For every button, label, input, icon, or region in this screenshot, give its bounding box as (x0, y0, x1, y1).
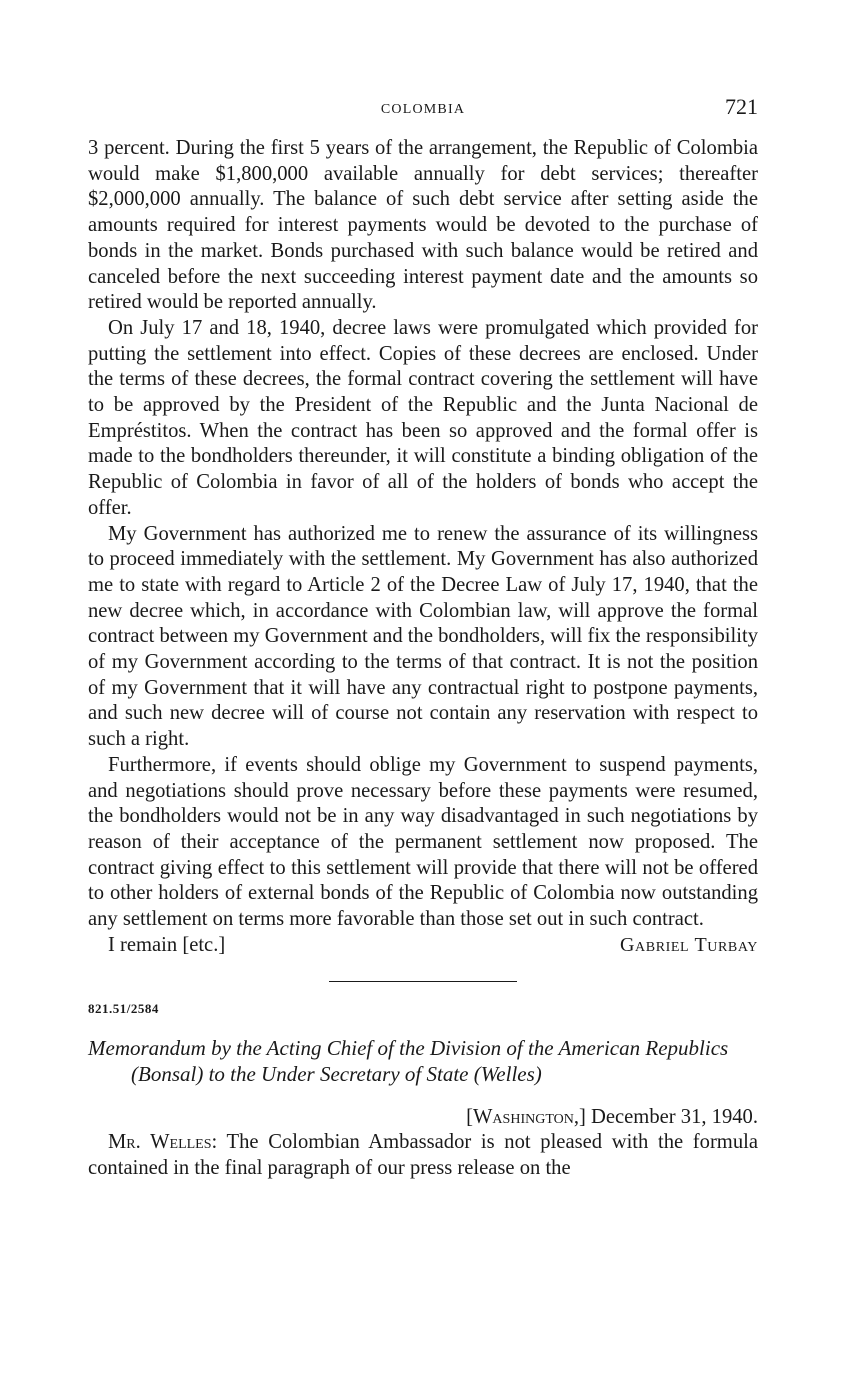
memo-title: Memorandum by the Acting Chief of the Division of the American Republics (Bonsal) to the Under Secretary of State (Welles) (88, 1035, 729, 1086)
letter-paragraph-1: 3 percent. During the first 5 years of the arrangement, the Republic of Colombia would make $1,800,000 available annually for debt services; thereafter $2,000,000 annually. The balance of such debt service after setting aside the amounts required for interest payments would be devoted to the purchase of bonds in the market. Bonds purchased with such balance would be retired and canceled before the next succeeding interest payment date and the amounts so retired would be reported annually. (88, 137, 758, 314)
running-title: COLOMBIA (380, 102, 466, 117)
letter-body (88, 136, 758, 933)
running-header (88, 96, 758, 126)
section-divider (329, 981, 517, 982)
letter-paragraph-2: On July 17 and 18, 1940, decree laws were promulgated which provided for putting the settlement into effect. Copies of these decrees are enclosed. Under the terms of these decrees, the formal contract covering the settlement will have to be approved by the President of the Republic and the Junta Nacional de Empréstitos. When the contract has been so approved and the formal offer is made to the bondholders thereunder, it will constitute a binding obligation of the Republic of Colombia in favor of all of the holders of bonds who accept the offer. (88, 316, 758, 519)
memo-salutation: Mr. Welles: (108, 1131, 218, 1154)
dateline-place: [Washington,] (466, 1105, 586, 1128)
letter-paragraph-3: My Government has authorized me to renew the assurance of its willingness to proceed immediately with the settlement. My Government has also authorized me to state with regard to Article 2 of the Decree Law of July 17, 1940, that the new decree which, in accordance with Colombian law, will approve the formal contract between my Government and the bondholders, will fix the responsibility of my Government according to the terms of that contract. It is not the position of my Government that it will have any contractual right to postpone payments, and such new decree will of course not contain any reservation with respect to such a right. (88, 522, 758, 751)
signature: Gabriel Turbay (620, 933, 758, 956)
page-number: 721 (725, 94, 758, 119)
document-page (88, 96, 758, 1182)
file-number: 821.51/2584 (88, 1000, 159, 1016)
closing-phrase: I remain [etc.] (108, 933, 226, 956)
dateline-date: December 31, 1940. (591, 1105, 758, 1128)
memo-dateline (88, 1105, 758, 1131)
memo-paragraph-1 (88, 1130, 758, 1181)
letter-signoff (88, 933, 758, 959)
letter-paragraph-4: Furthermore, if events should oblige my Government to suspend payments, and negotiations should prove necessary before these payments were resumed, the bondholders would not be in any way disadvantaged in such negotiations by reason of their acceptance of the permanent settlement now proposed. The contract giving effect to this settlement will provide that there will not be offered to other holders of external bonds of the Republic of Colombia now outstanding any settlement on terms more favorable than those set out in such contract. (88, 753, 758, 931)
memo-opening-text: The Colombian Ambassador is not pleased with the formula contained in the final paragraph of our press release on the (88, 1131, 758, 1179)
